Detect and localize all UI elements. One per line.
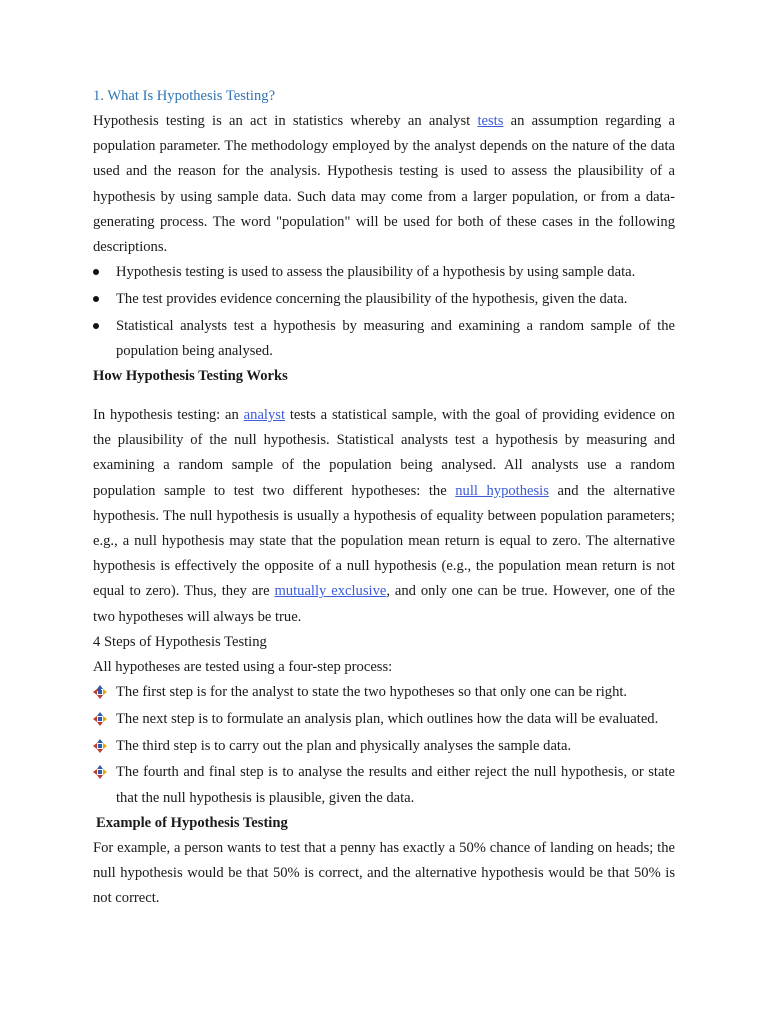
bullet-dot-icon	[93, 296, 99, 302]
mutually-exclusive-link[interactable]: mutually exclusive	[274, 583, 387, 600]
tests-link[interactable]: tests	[477, 113, 504, 129]
bullet-item: Statistical analysts test a hypothesis by measuring and examining a random sample of the population being analysed.	[93, 314, 675, 364]
four-way-arrow-icon	[93, 739, 107, 753]
step-item: The fourth and final step is to analyse the results and either reject the null hypothesis, or state that the null hypothesis is plausible, given the data.	[93, 760, 675, 810]
four-way-arrow-icon	[93, 685, 107, 699]
section-heading-example: Example of Hypothesis Testing	[96, 814, 288, 831]
four-way-arrow-icon	[93, 712, 107, 726]
null-hypothesis-link[interactable]: null hypothesis	[455, 482, 549, 499]
summary-bullet-list	[93, 260, 675, 364]
bullet-item: The test provides evidence concerning the plausibility of the hypothesis, given the data.	[93, 287, 675, 312]
spacer	[93, 389, 675, 403]
bullet-dot-icon	[93, 269, 99, 275]
section-heading-four-steps: 4 Steps of Hypothesis Testing	[93, 633, 267, 650]
bullet-dot-icon	[93, 323, 99, 329]
four-steps-intro: All hypotheses are tested using a four-step process:	[93, 659, 393, 676]
how-it-works-paragraph: In hypothesis testing: an analyst tests a statistical sample, with the goal of providing evidence on the plausibility of the null hypothesis. Statistical analysts test a hypothesis by measuring and examining a random sample of the population being analysed. All analysts use a random population sample to test two different hypotheses: the null hypothesis and the alternative hypothesis. The null hypothesis is usually a hypothesis of equality between population parameters; e.g., a null hypothesis may state that the population mean return is equal to zero. The alternative hypothesis is effectively the opposite of a null hypothesis (e.g., the population mean return is not equal to zero). Thus, they are mutually exclusive, and only one can be true. However, one of the two hypotheses will always be true.	[93, 407, 676, 625]
steps-list	[93, 680, 675, 811]
example-paragraph: For example, a person wants to test that a penny has exactly a 50% chance of landing on heads; the null hypothesis would be that 50% is correct, and the alternative hypothesis would be that 50% is not correct.	[93, 839, 675, 907]
analyst-link[interactable]: analyst	[243, 407, 286, 424]
step-item: The first step is for the analyst to state the two hypotheses so that only one can be right.	[93, 680, 675, 705]
step-item: The next step is to formulate an analysis plan, which outlines how the data will be evaluated.	[93, 707, 675, 732]
section-heading-what-is: 1. What Is Hypothesis Testing?	[93, 88, 276, 104]
section-heading-how-it-works: How Hypothesis Testing Works	[93, 368, 288, 385]
four-way-arrow-icon	[93, 765, 107, 779]
bullet-item: Hypothesis testing is used to assess the plausibility of a hypothesis by using sample data.	[93, 260, 675, 285]
intro-paragraph: Hypothesis testing is an act in statistics whereby an analyst tests an assumption regarding a population parameter. The methodology employed by the analyst depends on the nature of the data used and the reason for the analysis. Hypothesis testing is used to assess the plausibility of a hypothesis by using sample data. Such data may come from a larger population, or from a data-generating process. The word "population" will be used for both of these cases in the following descriptions.	[93, 113, 676, 256]
step-item: The third step is to carry out the plan and physically analyses the sample data.	[93, 734, 675, 759]
